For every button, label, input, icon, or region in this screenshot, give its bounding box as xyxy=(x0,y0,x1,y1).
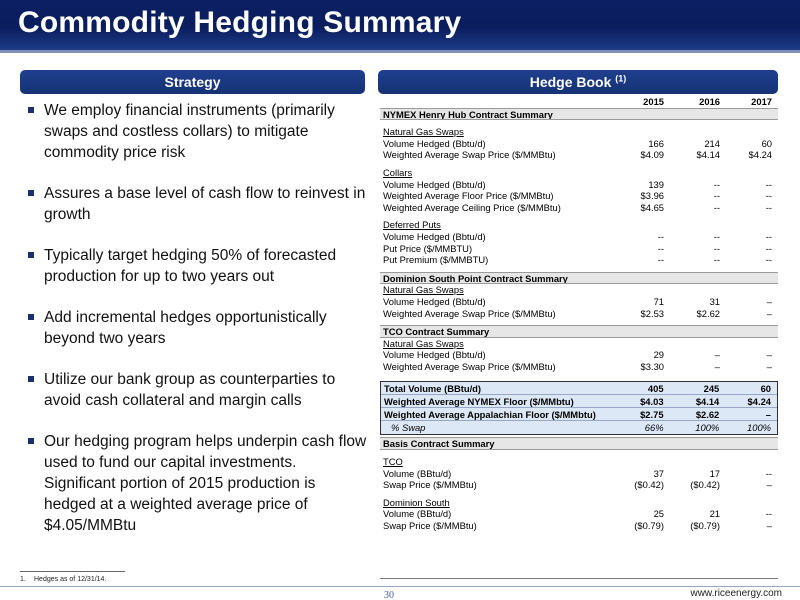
bullet-square-icon xyxy=(28,252,34,258)
strategy-bullet-text: Utilize our bank group as counterparties to avoid cash collateral and margin calls xyxy=(44,371,336,409)
year-header-row xyxy=(380,96,778,108)
row-value: $4.14 xyxy=(696,149,720,161)
row-value: 100% xyxy=(695,422,720,434)
row-value: 100% xyxy=(747,422,771,434)
row-value: ($0.42) xyxy=(690,479,720,491)
table-row xyxy=(381,421,777,434)
row-label: Swap Price ($/MMBtu) xyxy=(383,520,477,532)
row-value: – xyxy=(766,295,772,307)
title-divider xyxy=(0,50,800,53)
row-label: Weighted Average Appalachian Floor ($/MMbtu) xyxy=(384,409,596,421)
subsection-label: Collars xyxy=(383,166,413,178)
row-value: $4.24 xyxy=(747,396,772,408)
tco-rows xyxy=(380,349,778,372)
totals-box xyxy=(380,381,778,435)
row-value: $2.75 xyxy=(640,409,664,421)
row-value: -- xyxy=(765,508,772,520)
row-value: 139 xyxy=(648,178,664,190)
subsection-label: Natural Gas Swaps xyxy=(383,284,464,296)
row-label: Weighted Average Swap Price ($/MMBtu) xyxy=(383,307,556,319)
row-value: -- xyxy=(713,201,720,213)
strategy-bullet xyxy=(28,369,368,411)
table-row xyxy=(380,349,778,361)
row-label: Volume Hedged (Bbtu/d) xyxy=(383,349,486,361)
row-value: 60 xyxy=(760,383,772,395)
table-row xyxy=(380,308,778,320)
table-row xyxy=(381,408,777,421)
row-value: 17 xyxy=(709,467,720,479)
table-row xyxy=(380,179,778,191)
row-value: – xyxy=(714,360,720,372)
subsection-label: TCO xyxy=(383,456,403,468)
footnote xyxy=(20,576,106,583)
row-value: – xyxy=(714,349,720,361)
row-value: – xyxy=(766,307,772,319)
table-row xyxy=(380,149,778,161)
row-value: ($0.79) xyxy=(634,520,664,532)
row-value: 66% xyxy=(644,422,664,434)
row-value: $4.03 xyxy=(640,396,664,408)
row-value: -- xyxy=(713,254,720,266)
row-label: Weighted Average Swap Price ($/MMBtu) xyxy=(383,149,556,161)
website-link[interactable]: www.riceenergy.com xyxy=(690,588,782,599)
row-label: Put Premium ($/MMBTU) xyxy=(383,254,489,266)
row-label: Total Volume (BBtu/d) xyxy=(384,383,482,395)
strategy-bullet xyxy=(28,245,368,287)
year-header: 2017 xyxy=(751,96,772,107)
table-row xyxy=(380,190,778,202)
table-row xyxy=(380,520,778,532)
row-value: $3.96 xyxy=(640,190,664,202)
nymex-puts-rows xyxy=(380,231,778,266)
bullet-square-icon xyxy=(28,376,34,382)
strategy-bullet xyxy=(28,307,368,349)
row-value: $2.62 xyxy=(695,409,720,421)
row-value: 405 xyxy=(647,383,664,395)
row-value: – xyxy=(766,520,772,532)
strategy-bullet xyxy=(28,431,368,536)
footnote-text: Hedges as of 12/31/14. xyxy=(34,576,107,583)
row-value: – xyxy=(766,479,772,491)
hedge-book-footnote-ref: (1) xyxy=(615,73,627,84)
table-row xyxy=(380,231,778,243)
table-row xyxy=(381,382,777,395)
row-value: -- xyxy=(657,230,664,242)
table-row xyxy=(380,479,778,491)
row-value: -- xyxy=(713,230,720,242)
table-row xyxy=(380,468,778,480)
strategy-bullet xyxy=(28,183,368,225)
row-value: 214 xyxy=(704,137,720,149)
strategy-bullet-text: Assures a base level of cash flow to reinvest in growth xyxy=(44,185,366,223)
bullet-square-icon xyxy=(28,314,34,320)
row-value: 29 xyxy=(653,349,664,361)
row-value: -- xyxy=(713,190,720,202)
row-value: -- xyxy=(765,178,772,190)
row-label: Volume Hedged (Bbtu/d) xyxy=(383,178,486,190)
table-row xyxy=(380,296,778,308)
row-value: 71 xyxy=(653,295,664,307)
basis-tco-rows xyxy=(380,468,778,491)
row-value: 25 xyxy=(653,508,664,520)
row-value: $2.62 xyxy=(696,307,720,319)
subsection-label: Deferred Puts xyxy=(383,219,441,231)
row-label: Put Price ($/MMBTU) xyxy=(383,242,473,254)
row-value: 166 xyxy=(648,137,664,149)
page-title: Commodity Hedging Summary xyxy=(18,6,462,39)
row-value: $2.53 xyxy=(640,307,664,319)
row-value: – xyxy=(766,349,772,361)
nymex-swaps-rows xyxy=(380,138,778,161)
row-value: – xyxy=(765,409,772,421)
bullet-square-icon xyxy=(28,438,34,444)
table-row xyxy=(380,254,778,266)
year-header: 2015 xyxy=(643,96,664,107)
strategy-header: Strategy xyxy=(20,70,365,94)
row-value: -- xyxy=(657,242,664,254)
row-value: $3.30 xyxy=(640,360,664,372)
table-bottom-rule xyxy=(380,578,778,579)
row-value: -- xyxy=(713,178,720,190)
row-value: -- xyxy=(765,190,772,202)
table-row xyxy=(380,243,778,255)
row-value: -- xyxy=(657,254,664,266)
row-value: ($0.42) xyxy=(634,479,664,491)
page-number: 30 xyxy=(384,590,394,600)
row-label: % Swap xyxy=(391,422,426,434)
row-value: -- xyxy=(765,467,772,479)
row-value: -- xyxy=(765,242,772,254)
section-header-basis: Basis Contract Summary xyxy=(380,437,778,450)
hedge-book-header xyxy=(378,70,778,94)
table-row xyxy=(380,361,778,373)
subsection-label: Natural Gas Swaps xyxy=(383,337,464,349)
subsection-label: Dominion South xyxy=(383,496,450,508)
strategy-bullet-text: We employ financial instruments (primarily swaps and costless collars) to mitigate commodity price risk xyxy=(44,102,335,161)
row-value: ($0.79) xyxy=(690,520,720,532)
row-label: Volume (BBtu/d) xyxy=(383,508,452,520)
title-bar xyxy=(0,0,800,50)
row-value: 31 xyxy=(709,295,720,307)
row-label: Weighted Average Swap Price ($/MMBtu) xyxy=(383,360,556,372)
section-header-tco: TCO Contract Summary xyxy=(380,325,778,338)
table-row xyxy=(381,395,777,408)
row-value: – xyxy=(766,360,772,372)
row-value: $4.65 xyxy=(640,201,664,213)
row-label: Weighted Average NYMEX Floor ($/MMbtu) xyxy=(384,396,574,408)
row-label: Volume Hedged (Bbtu/d) xyxy=(383,295,486,307)
subsection-label: Natural Gas Swaps xyxy=(383,126,464,138)
row-value: -- xyxy=(713,242,720,254)
row-value: 245 xyxy=(703,383,720,395)
table-row xyxy=(380,138,778,150)
table-row xyxy=(380,202,778,214)
row-value: -- xyxy=(765,201,772,213)
bullet-square-icon xyxy=(28,190,34,196)
row-label: Volume Hedged (Bbtu/d) xyxy=(383,230,486,242)
strategy-bullet-list xyxy=(28,100,368,556)
nymex-collars-rows xyxy=(380,179,778,214)
row-label: Volume (BBtu/d) xyxy=(383,467,452,479)
row-label: Weighted Average Floor Price ($/MMBtu) xyxy=(383,190,554,202)
footnote-divider xyxy=(20,571,125,572)
row-value: $4.09 xyxy=(640,149,664,161)
year-header: 2016 xyxy=(699,96,720,107)
hedge-book-header-label: Hedge Book xyxy=(529,74,612,90)
row-label: Weighted Average Ceiling Price ($/MMBtu) xyxy=(383,201,561,213)
row-value: 37 xyxy=(653,467,664,479)
footnote-number: 1. xyxy=(20,576,26,583)
strategy-bullet xyxy=(28,100,368,163)
basis-dominion-rows xyxy=(380,508,778,531)
footer-divider xyxy=(0,586,800,587)
row-value: -- xyxy=(765,254,772,266)
row-value: -- xyxy=(765,230,772,242)
hedge-book-table xyxy=(380,96,778,532)
row-label: Swap Price ($/MMBtu) xyxy=(383,479,477,491)
row-value: $4.24 xyxy=(748,149,772,161)
strategy-bullet-text: Add incremental hedges opportunistically beyond two years xyxy=(44,309,327,347)
strategy-bullet-text: Our hedging program helps underpin cash flow used to fund our capital investments. Significant portion of 2015 production is hedged at a weighted average price of $4.05/MMBtu xyxy=(44,433,367,534)
row-value: 21 xyxy=(709,508,720,520)
bullet-square-icon xyxy=(28,107,34,113)
dominion-rows xyxy=(380,296,778,319)
row-label: Volume Hedged (Bbtu/d) xyxy=(383,137,486,149)
section-header-dominion: Dominion South Point Contract Summary xyxy=(380,272,778,285)
row-value: 60 xyxy=(761,137,772,149)
section-header-nymex: NYMEX Henry Hub Contract Summary xyxy=(380,108,778,121)
strategy-bullet-text: Typically target hedging 50% of forecasted production for up to two years out xyxy=(44,247,337,285)
row-value: $4.14 xyxy=(695,396,720,408)
table-row xyxy=(380,508,778,520)
